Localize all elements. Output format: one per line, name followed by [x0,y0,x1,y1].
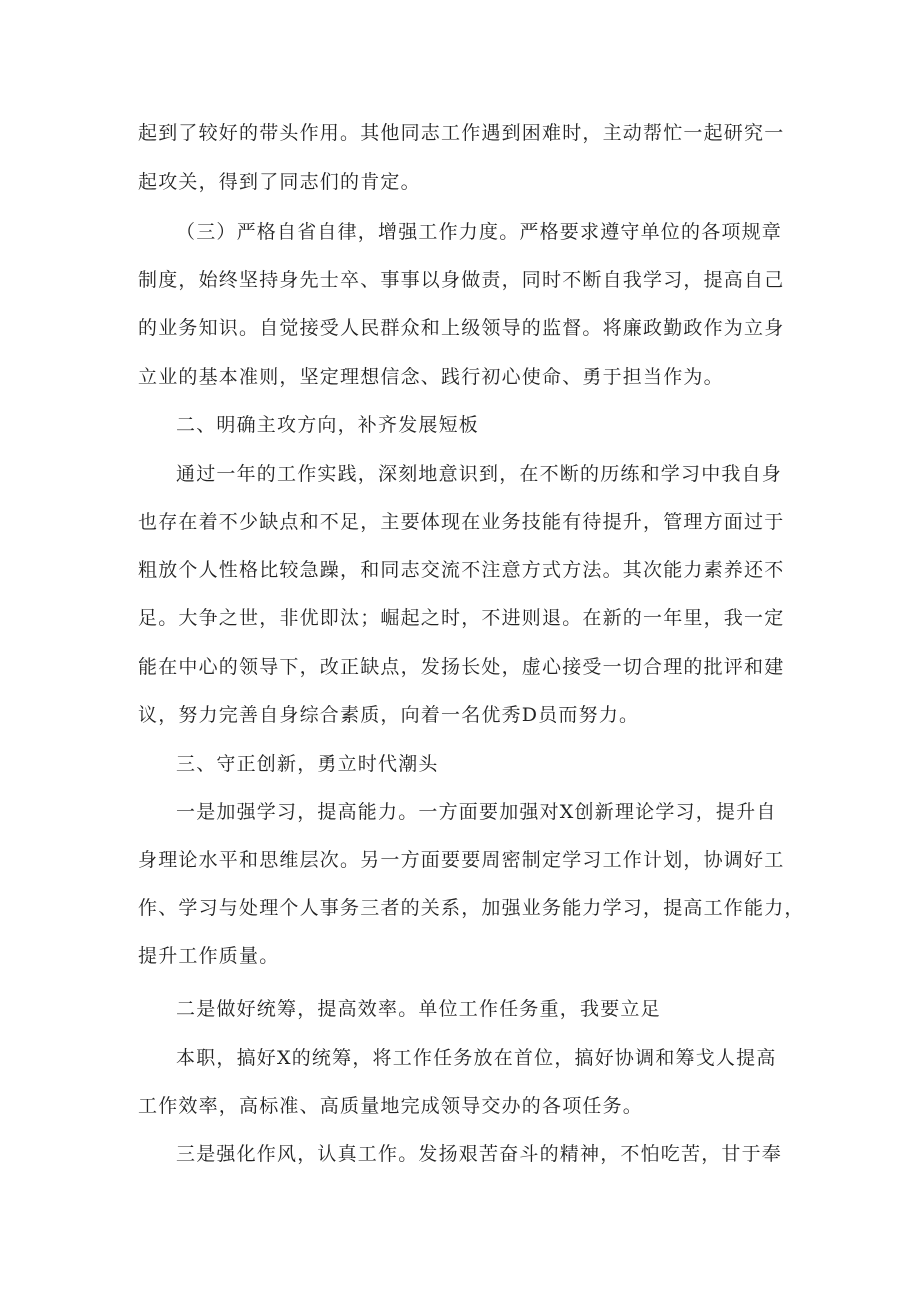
paragraph-line: 本职，搞好X的统筹，将工作任务放在首位，搞好协调和筹戈人提高 [176,1047,777,1069]
paragraph-line: 提升工作质量。 [138,945,280,967]
paragraph-line: 二是做好统筹，提高效率。单位工作任务重，我要立足 [176,998,661,1020]
paragraph-line: 的业务知识。自觉接受人民群众和上级领导的监督。将廉政勤政作为立身 [138,317,785,339]
paragraph-line: 起到了较好的带头作用。其他同志工作遇到困难时，主动帮忙一起研究一 [138,122,785,144]
paragraph-line: 也存在着不少缺点和不足，主要体现在业务技能有待提升，管理方面过于 [138,511,785,533]
paragraph-line: 能在中心的领导下，改正缺点，发扬长处，虚心接受一切合理的批评和建 [138,656,785,678]
paragraph-line: 粗放个人性格比较急躁，和同志交流不注意方式方法。其次能力素养还不 [138,559,785,581]
paragraph-line: 立业的基本准则，坚定理想信念、践行初心使命、勇于担当作为。 [138,366,724,388]
paragraph-line: 作、学习与处理个人事务三者的关系，加强业务能力学习，提高工作能力， [138,897,805,919]
paragraph-line: 一是加强学习，提高能力。一方面要加强对X创新理论学习，提升自 [176,801,777,823]
section-heading-3: （三）严格自省自律，增强工作力度。严格要求遵守单位的各项规章 [176,221,783,243]
paragraph-line: 通过一年的工作实践，深刻地意识到，在不断的历练和学习中我自身 [176,463,783,485]
paragraph-line: 足。大争之世，非优即汰；崛起之时，不进则退。在新的一年里，我一定 [138,607,785,629]
paragraph-line: 工作效率，高标准、高质量地完成领导交办的各项任务。 [138,1095,644,1117]
paragraph-line: 制度，始终坚持身先士卒、事事以身做责，同时不断自我学习，提高自己 [138,269,785,291]
section-heading-2: 二、明确主攻方向，补齐发展短板 [176,414,480,436]
paragraph-line: 身理论水平和思维层次。另一方面要要周密制定学习工作计划，协调好工 [138,849,785,871]
paragraph-line: 三是强化作风，认真工作。发扬艰苦奋斗的精神，不怕吃苦，甘于奉 [176,1143,783,1165]
paragraph-line: 议，努力完善自身综合素质，向着一名优秀D员而努力。 [138,704,640,726]
section-heading-3-main: 三、守正创新，勇立时代潮头 [176,753,439,775]
paragraph-line: 起攻关，得到了同志们的肯定。 [138,171,421,193]
